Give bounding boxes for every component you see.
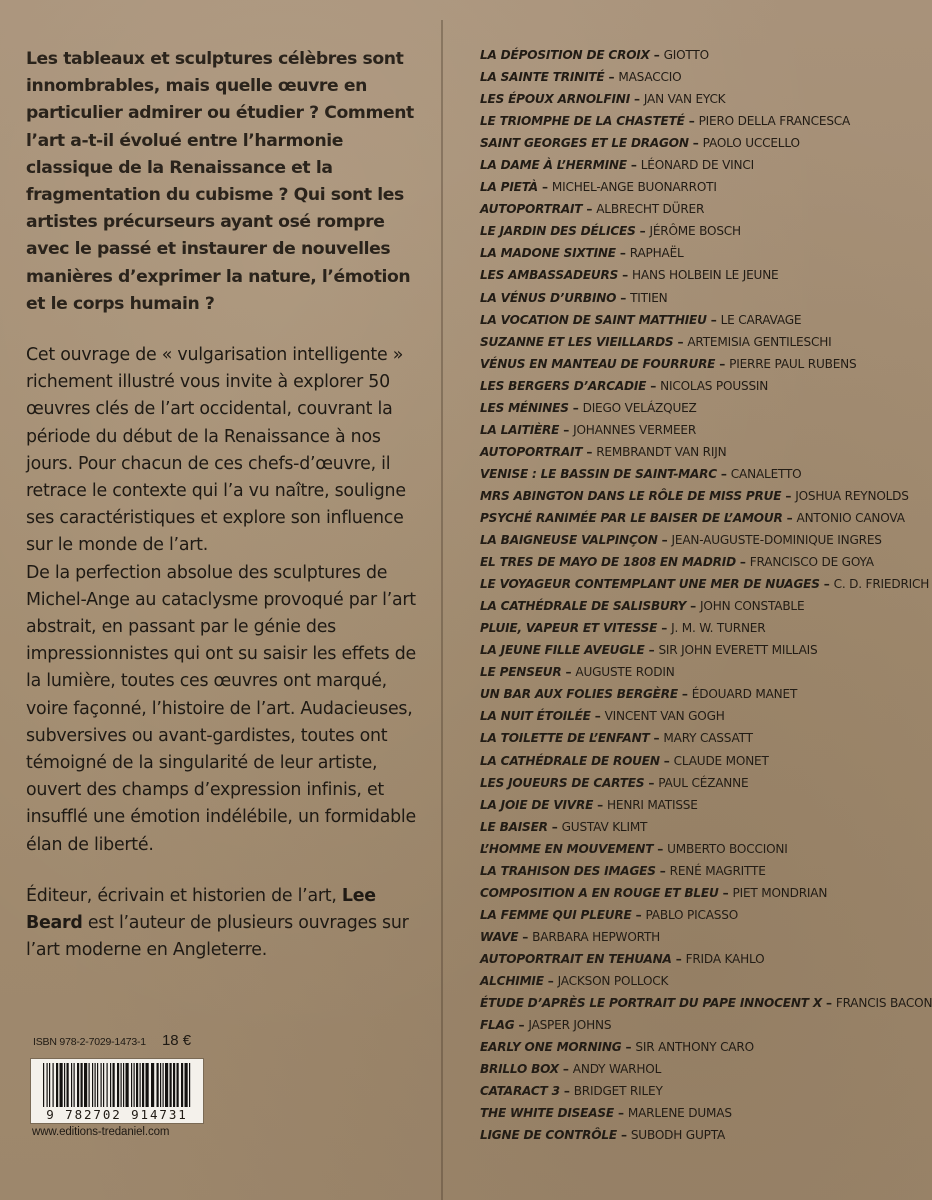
artwork-item xyxy=(480,661,860,683)
artwork-separator: – xyxy=(635,224,650,239)
artwork-artist: MASACCIO xyxy=(618,70,682,85)
artwork-item xyxy=(480,242,860,264)
artwork-item xyxy=(480,573,930,595)
artwork-separator: – xyxy=(559,422,574,437)
artwork-separator: – xyxy=(616,1128,631,1143)
artwork-artist: JÉRÔME BOSCH xyxy=(649,224,741,239)
artwork-title: L’HOMME EN MOUVEMENT xyxy=(480,841,654,856)
artwork-artist: RENÉ MAGRITTE xyxy=(669,863,766,878)
author-bio-suffix: est l’auteur de plusieurs ouvrages sur l’art moderne en Angleterre. xyxy=(26,913,409,961)
artwork-item xyxy=(480,1080,860,1102)
artwork-artist: VINCENT VAN GOGH xyxy=(604,709,725,724)
artwork-separator: – xyxy=(716,466,731,481)
artwork-title: BRILLO BOX xyxy=(480,1062,559,1077)
artwork-item xyxy=(480,904,860,926)
artwork-item xyxy=(480,485,909,507)
artwork-separator: – xyxy=(657,533,672,548)
artwork-title: UN BAR AUX FOLIES BERGÈRE xyxy=(480,687,678,702)
artwork-separator: – xyxy=(649,731,664,746)
artwork-item xyxy=(480,1014,860,1036)
artwork-title: LE TRIOMPHE DE LA CHASTETÉ xyxy=(480,114,685,129)
artwork-title: LA DAME À L’HERMINE xyxy=(480,158,627,173)
artwork-title: VENISE : LE BASSIN DE SAINT-MARC xyxy=(480,466,717,481)
artwork-item xyxy=(480,551,874,573)
artwork-separator: – xyxy=(559,1084,574,1099)
artwork-title: AUTOPORTRAIT xyxy=(480,202,583,217)
artwork-item xyxy=(480,529,882,551)
artwork-item xyxy=(480,44,860,66)
artwork-item xyxy=(480,926,860,948)
artwork-item xyxy=(480,397,860,419)
artwork-title: SAINT GEORGES ET LE DRAGON xyxy=(480,136,689,151)
artwork-item xyxy=(480,838,860,860)
artwork-title: LA VÉNUS D’URBINO xyxy=(480,290,617,305)
artwork-artist: AUGUSTE RODIN xyxy=(575,665,675,680)
artwork-artist: JASPER JOHNS xyxy=(528,1018,612,1033)
artwork-artist: BARBARA HEPWORTH xyxy=(532,929,661,944)
artwork-item xyxy=(480,110,860,132)
artwork-title: LE BAISER xyxy=(480,819,548,834)
artwork-title: LA VOCATION DE SAINT MATTHIEU xyxy=(480,312,707,327)
artwork-artist: GUSTAV KLIMT xyxy=(561,819,648,834)
artwork-separator: – xyxy=(781,488,796,503)
artwork-title: LE VOYAGEUR CONTEMPLANT UNE MER DE NUAGES xyxy=(480,577,820,592)
artwork-artist: C. D. FRIEDRICH xyxy=(833,577,930,592)
artwork-separator: – xyxy=(646,378,661,393)
artwork-item xyxy=(480,1058,860,1080)
artwork-item xyxy=(480,882,860,904)
artwork-separator: – xyxy=(615,246,630,261)
artwork-item xyxy=(480,309,860,331)
artwork-title: FLAG xyxy=(480,1018,515,1033)
artwork-artist: PIET MONDRIAN xyxy=(732,885,828,900)
artwork-item xyxy=(480,375,860,397)
artwork-artist: JOHANNES VERMEER xyxy=(573,422,697,437)
artwork-item xyxy=(480,1102,860,1124)
artwork-item xyxy=(480,794,860,816)
artwork-artist: PAOLO UCCELLO xyxy=(702,136,800,151)
artwork-artist: NICOLAS POUSSIN xyxy=(660,378,769,393)
artwork-title: LA CATHÉDRALE DE SALISBURY xyxy=(480,599,687,614)
artwork-title: LA BAIGNEUSE VALPINÇON xyxy=(480,533,658,548)
artwork-separator: – xyxy=(677,687,692,702)
artwork-separator: – xyxy=(518,929,533,944)
author-name: Lee Beard xyxy=(26,885,376,934)
artwork-item xyxy=(480,287,860,309)
artwork-separator: – xyxy=(582,444,597,459)
artwork-artist: SIR JOHN EVERETT MILLAIS xyxy=(658,643,818,658)
artwork-separator: – xyxy=(616,290,631,305)
artwork-item xyxy=(480,419,860,441)
artwork-separator: – xyxy=(582,202,597,217)
artwork-artist: SIR ANTHONY CARO xyxy=(635,1040,754,1055)
artwork-title: WAVE xyxy=(480,929,519,944)
artwork-separator: – xyxy=(657,621,672,636)
description-paragraph-1: Cet ouvrage de « vulgarisation intelligente » richement illustré vous invite à explorer 50 œuvres clés de l’art occidental, couvrant la période du début de la Renaissance à nos jours. Pour chacun de ces chefs-d’œuvre, il retrace le contexte qui l’a vu naître, souligne ses caractéristiques et explore son influence sur le monde de l’art. xyxy=(26,345,406,556)
artwork-item xyxy=(480,264,860,286)
artwork-title: ALCHIMIE xyxy=(480,973,544,988)
artwork-artist: PAUL CÉZANNE xyxy=(658,775,749,790)
artwork-separator: – xyxy=(782,510,797,525)
artwork-title: LA PIETÀ xyxy=(480,180,538,195)
artwork-item xyxy=(480,705,860,727)
artwork-item xyxy=(480,507,905,529)
artwork-separator: – xyxy=(673,334,688,349)
artwork-title: LA TOILETTE DE L’ENFANT xyxy=(480,731,650,746)
artwork-item xyxy=(480,750,860,772)
artwork-artist: ANTONIO CANOVA xyxy=(796,510,905,525)
artwork-separator: – xyxy=(631,907,646,922)
artwork-title: AUTOPORTRAIT EN TEHUANA xyxy=(480,951,672,966)
artwork-item xyxy=(480,220,860,242)
artwork-artist: BRIDGET RILEY xyxy=(573,1084,663,1099)
artwork-title: COMPOSITION A EN ROUGE ET BLEU xyxy=(480,885,719,900)
artwork-title: MRS ABINGTON DANS LE RÔLE DE MISS PRUE xyxy=(480,488,782,503)
artwork-artist: FRIDA KAHLO xyxy=(685,951,765,966)
artwork-title: LES MÉNINES xyxy=(480,400,569,415)
artwork-title: LE PENSEUR xyxy=(480,665,562,680)
artwork-artist: CANALETTO xyxy=(730,466,802,481)
artwork-item xyxy=(480,1124,860,1146)
description-paragraph-2: De la perfection absolue des sculptures de Michel-Ange au cataclysme provoqué par l’art abstrait, en passant par le génie des impressionnistes qui ont su saisir les effets de la lumière, toutes ces œuvres ont marqué, voire façonné, l’histoire de l’art. Audacieuses, subversives ou avant-gardistes, toutes ont témoigné de la singularité de leur artiste, ouvert des champs d’expression infinis, et insufflé une émotion indélébile, un formidable élan de liberté. xyxy=(26,562,416,855)
artwork-item xyxy=(480,463,860,485)
artwork-artist: CLAUDE MONET xyxy=(673,753,769,768)
artwork-item xyxy=(480,198,860,220)
artwork-separator: – xyxy=(706,312,721,327)
artwork-item xyxy=(480,683,860,705)
artwork-title: LA DÉPOSITION DE CROIX xyxy=(480,48,650,62)
artwork-item xyxy=(480,88,860,110)
artwork-title: EARLY ONE MORNING xyxy=(480,1040,622,1055)
artwork-artist: JEAN-AUGUSTE-DOMINIQUE INGRES xyxy=(671,533,882,548)
artwork-artist: HANS HOLBEIN LE JEUNE xyxy=(632,268,779,283)
artwork-separator: – xyxy=(604,70,619,85)
author-bio xyxy=(26,883,426,965)
isbn: ISBN 978-2-7029-1473-1 xyxy=(33,1036,146,1048)
artwork-item xyxy=(480,176,860,198)
artwork-separator: – xyxy=(821,996,836,1011)
artwork-artist: FRANCISCO DE GOYA xyxy=(749,555,874,570)
artwork-item xyxy=(480,992,932,1014)
artwork-separator: – xyxy=(613,1106,628,1121)
artwork-artist: MARLENE DUMAS xyxy=(627,1106,732,1121)
artwork-artist: JACKSON POLLOCK xyxy=(557,973,669,988)
artwork-artist: J. M. W. TURNER xyxy=(671,621,766,636)
artwork-artist: PIERRE PAUL RUBENS xyxy=(729,356,857,371)
artwork-artist: LE CARAVAGE xyxy=(720,312,802,327)
artwork-separator: – xyxy=(715,356,730,371)
artwork-separator: – xyxy=(684,114,699,129)
artwork-item xyxy=(480,441,860,463)
artwork-separator: – xyxy=(659,753,674,768)
artwork-artist: ANDY WARHOL xyxy=(572,1062,662,1077)
artwork-separator: – xyxy=(593,797,608,812)
artwork-title: LES AMBASSADEURS xyxy=(480,268,619,283)
artwork-separator: – xyxy=(686,599,701,614)
artwork-title: LA LAITIÈRE xyxy=(480,422,560,437)
artwork-separator: – xyxy=(718,885,733,900)
artwork-separator: – xyxy=(644,643,659,658)
artwork-title: PSYCHÉ RANIMÉE PAR LE BAISER DE L’AMOUR xyxy=(480,510,783,525)
column-divider xyxy=(441,20,443,1200)
artwork-title: LA MADONE SIXTINE xyxy=(480,246,616,261)
barcode-bars xyxy=(31,1059,203,1109)
artworks-list xyxy=(480,44,932,1146)
artwork-separator: – xyxy=(649,48,664,62)
artwork-title: AUTOPORTRAIT xyxy=(480,444,583,459)
artwork-artist: FRANCIS BACON xyxy=(835,996,932,1011)
artwork-separator: – xyxy=(671,951,686,966)
artwork-title: SUZANNE ET LES VIEILLARDS xyxy=(480,334,674,349)
artwork-separator: – xyxy=(735,555,750,570)
artwork-separator: – xyxy=(644,775,659,790)
artwork-item xyxy=(480,860,860,882)
artwork-artist: REMBRANDT VAN RIJN xyxy=(596,444,727,459)
artwork-title: LA TRAHISON DES IMAGES xyxy=(480,863,656,878)
artwork-item xyxy=(480,948,860,970)
artwork-title: LA FEMME QUI PLEURE xyxy=(480,907,632,922)
artwork-title: VÉNUS EN MANTEAU DE FOURRURE xyxy=(480,356,716,371)
artwork-separator: – xyxy=(626,158,641,173)
artwork-title: LIGNE DE CONTRÔLE xyxy=(480,1128,617,1143)
artwork-title: EL TRES DE MAYO DE 1808 EN MADRID xyxy=(480,555,736,570)
artwork-item xyxy=(480,1036,860,1058)
artwork-title: PLUIE, VAPEUR ET VITESSE xyxy=(480,621,658,636)
barcode-digits: 9 782702 914731 xyxy=(46,1107,188,1122)
artwork-title: LA JEUNE FILLE AVEUGLE xyxy=(480,643,645,658)
artwork-artist: ALBRECHT DÜRER xyxy=(596,202,705,217)
artwork-artist: UMBERTO BOCCIONI xyxy=(667,841,788,856)
artwork-separator: – xyxy=(543,973,558,988)
artwork-title: LA JOIE DE VIVRE xyxy=(480,797,594,812)
artwork-artist: TITIEN xyxy=(630,290,668,305)
artwork-artist: ÉDOUARD MANET xyxy=(691,687,798,702)
artwork-title: LES BERGERS D’ARCADIE xyxy=(480,378,647,393)
artwork-artist: RAPHAËL xyxy=(629,246,684,261)
artwork-item xyxy=(480,154,860,176)
blurb-column xyxy=(26,46,426,989)
artwork-title: LA NUIT ÉTOILÉE xyxy=(480,709,591,724)
artwork-separator: – xyxy=(688,136,703,151)
artwork-item xyxy=(480,772,860,794)
artwork-title: LA CATHÉDRALE DE ROUEN xyxy=(480,753,660,768)
artwork-item xyxy=(480,970,860,992)
artwork-separator: – xyxy=(655,863,670,878)
artwork-item xyxy=(480,66,860,88)
publisher-website: www.editions-tredaniel.com xyxy=(32,1126,170,1138)
artwork-separator: – xyxy=(630,92,644,107)
barcode xyxy=(30,1058,204,1124)
artwork-separator: – xyxy=(568,400,583,415)
artwork-artist: GIOTTO xyxy=(663,48,709,62)
artwork-item xyxy=(480,331,860,353)
artwork-item xyxy=(480,353,860,375)
artwork-artist: SUBODH GUPTA xyxy=(630,1128,726,1143)
isbn-price-row xyxy=(33,1032,191,1049)
artwork-item xyxy=(480,727,860,749)
artwork-title: LES JOUEURS DE CARTES xyxy=(480,775,645,790)
artwork-artist: JAN VAN EYCK xyxy=(643,92,726,107)
artwork-separator: – xyxy=(618,268,633,283)
artwork-item xyxy=(480,617,860,639)
artwork-item xyxy=(480,816,860,838)
artwork-separator: – xyxy=(558,1062,573,1077)
artwork-item xyxy=(480,639,860,661)
artwork-artist: ARTEMISIA GENTILESCHI xyxy=(687,334,832,349)
artwork-artist: DIEGO VELÁZQUEZ xyxy=(582,400,697,415)
artwork-item xyxy=(480,595,860,617)
artwork-title: LA SAINTE TRINITÉ xyxy=(480,70,605,85)
artwork-separator: – xyxy=(537,180,552,195)
artwork-artist: JOHN CONSTABLE xyxy=(700,599,805,614)
artwork-item xyxy=(480,132,860,154)
artwork-artist: PIERO DELLA FRANCESCA xyxy=(698,114,851,129)
artwork-artist: MARY CASSATT xyxy=(663,731,753,746)
price: 18 € xyxy=(161,1032,192,1049)
artwork-separator: – xyxy=(621,1040,636,1055)
artwork-artist: JOSHUA REYNOLDS xyxy=(795,488,909,503)
artwork-separator: – xyxy=(561,665,576,680)
artwork-title: CATARACT 3 xyxy=(480,1084,560,1099)
artwork-title: LE JARDIN DES DÉLICES xyxy=(480,224,636,239)
artwork-separator: – xyxy=(819,577,834,592)
artwork-artist: MICHEL-ANGE BUONARROTI xyxy=(551,180,717,195)
artwork-artist: HENRI MATISSE xyxy=(607,797,698,812)
artwork-separator: – xyxy=(590,709,605,724)
artwork-artist: PABLO PICASSO xyxy=(645,907,739,922)
artwork-separator: – xyxy=(514,1018,529,1033)
artwork-separator: – xyxy=(547,819,562,834)
artwork-title: LES ÉPOUX ARNOLFINI xyxy=(480,92,631,107)
artwork-separator: – xyxy=(653,841,668,856)
artwork-title: THE WHITE DISEASE xyxy=(480,1106,614,1121)
author-bio-prefix: Éditeur, écrivain et historien de l’art, xyxy=(26,885,342,906)
artwork-title: ÉTUDE D’APRÈS LE PORTRAIT DU PAPE INNOCENT X xyxy=(480,996,822,1011)
intro-paragraph: Les tableaux et sculptures célèbres sont innombrables, mais quelle œuvre en particulier admirer ou étudier ? Comment l’art a-t-il évolué entre l’harmonie classique de la Renaissance et la fragmentation du cubisme ? Qui sont les artistes précurseurs ayant osé rompre avec le passé et instaurer de nouvelles manières d’exprimer la nature, l’émotion et le corps humain ? xyxy=(26,49,414,314)
artwork-artist: LÉONARD DE VINCI xyxy=(640,158,755,173)
